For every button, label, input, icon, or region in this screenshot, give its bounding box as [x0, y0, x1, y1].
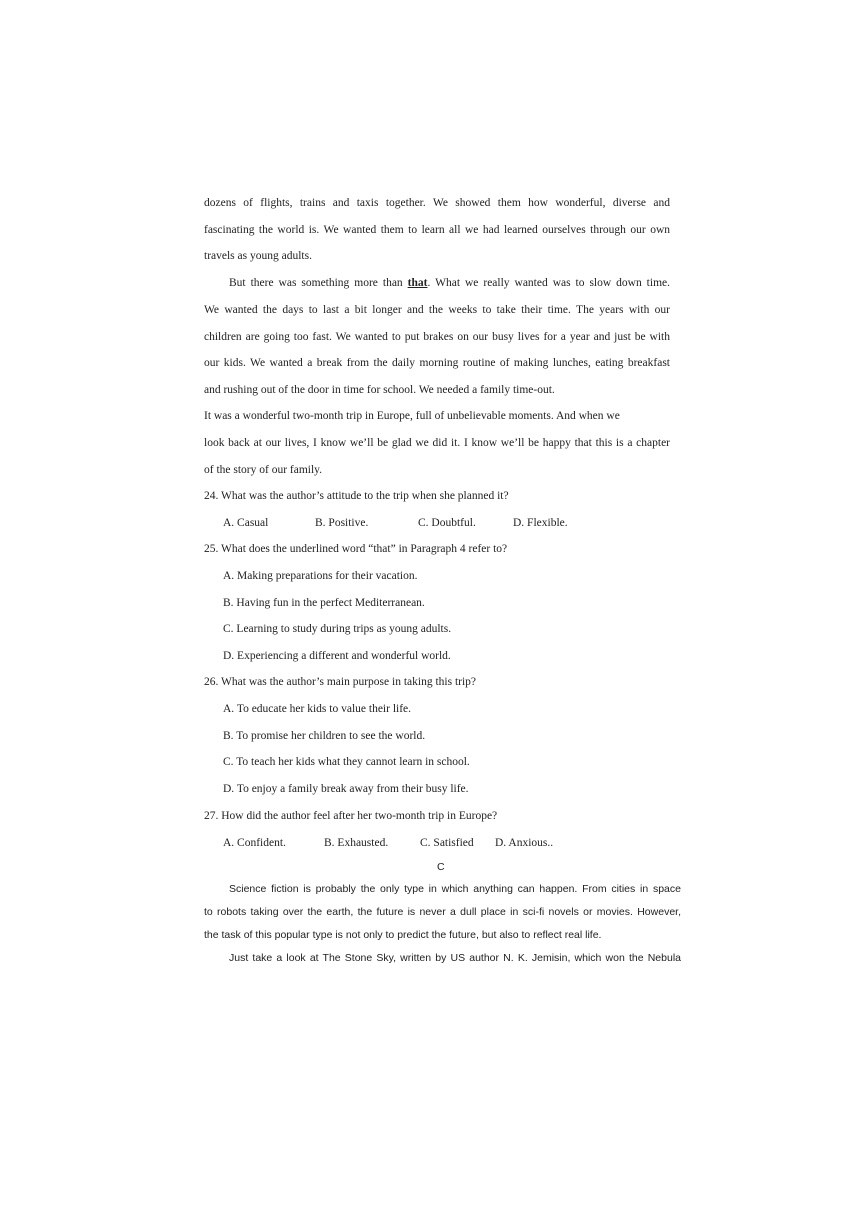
- answer-option: B. Having fun in the perfect Mediterranean.: [223, 597, 425, 609]
- passage-line: It was a wonderful two-month trip in Europe, full of unbelievable moments. And when we: [204, 410, 620, 422]
- passage-line: fascinating the world is. We wanted them to learn all we had learned ourselves through our own: [204, 224, 670, 236]
- passage-text: . What we really wanted was to slow down time.: [427, 277, 670, 289]
- answer-option: C. To teach her kids what they cannot learn in school.: [223, 756, 470, 768]
- answer-option: D. To enjoy a family break away from their busy life.: [223, 783, 469, 795]
- passage-line: and rushing out of the door in time for school. We needed a family time-out.: [204, 384, 555, 396]
- answer-option: D. Experiencing a different and wonderful world.: [223, 650, 451, 662]
- passage-line: our kids. We wanted a break from the daily morning routine of making lunches, eating breakfast: [204, 357, 670, 369]
- section-heading: C: [437, 861, 445, 873]
- answer-option: A. Confident.: [223, 837, 286, 849]
- question-stem: 27. How did the author feel after her two-month trip in Europe?: [204, 810, 498, 822]
- question-stem: 25. What does the underlined word “that” in Paragraph 4 refer to?: [204, 543, 508, 555]
- answer-option: C. Doubtful.: [418, 517, 476, 529]
- passage-line: look back at our lives, I know we’ll be glad we did it. I know we’ll be happy that this is a chapter: [204, 437, 670, 449]
- passage-line: to robots taking over the earth, the future is never a dull place in sci-fi novels or movies. However,: [204, 906, 681, 918]
- answer-option: B. Exhausted.: [324, 837, 389, 849]
- passage-line: Science fiction is probably the only type in which anything can happen. From cities in space: [229, 883, 681, 895]
- answer-option: A. To educate her kids to value their life.: [223, 703, 412, 715]
- passage-text: But there was something more than: [229, 277, 408, 289]
- answer-option: A. Making preparations for their vacation.: [223, 570, 418, 582]
- answer-option: B. Positive.: [315, 517, 369, 529]
- passage-line: Just take a look at The Stone Sky, written by US author N. K. Jemisin, which won the Nebula: [229, 952, 681, 964]
- answer-option: C. Learning to study during trips as young adults.: [223, 623, 452, 635]
- passage-line: dozens of flights, trains and taxis together. We showed them how wonderful, diverse and: [204, 197, 670, 209]
- underlined-word: that: [407, 277, 428, 289]
- passage-line: We wanted the days to last a bit longer and the weeks to take their time. The years with our: [204, 304, 670, 316]
- answer-option: B. To promise her children to see the world.: [223, 730, 426, 742]
- passage-line: of the story of our family.: [204, 464, 323, 476]
- answer-option: C. Satisfied: [420, 837, 474, 849]
- answer-option: D. Anxious..: [495, 837, 554, 849]
- passage-line: children are going too fast. We wanted to put brakes on our busy lives for a year and just be with: [204, 331, 670, 343]
- answer-option: A. Casual: [223, 517, 269, 529]
- passage-line: travels as young adults.: [204, 250, 312, 262]
- answer-option: D. Flexible.: [513, 517, 568, 529]
- passage-line: [229, 276, 670, 290]
- question-stem: 24. What was the author’s attitude to the trip when she planned it?: [204, 490, 509, 502]
- question-stem: 26. What was the author’s main purpose in taking this trip?: [204, 676, 477, 688]
- passage-line: the task of this popular type is not only to predict the future, but also to reflect real life.: [204, 929, 602, 941]
